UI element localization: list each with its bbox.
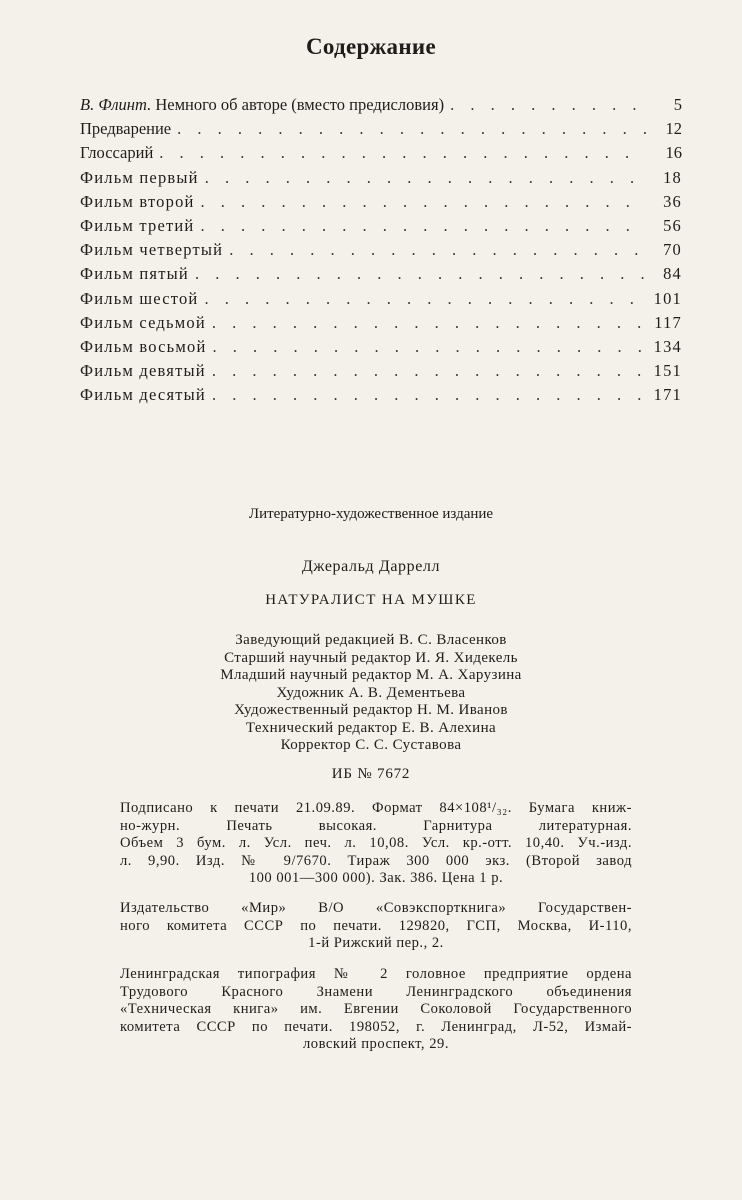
toc-entry — [80, 216, 682, 240]
book-title: НАТУРАЛИСТ НА МУШКЕ — [265, 592, 477, 608]
toc-entry-title: Фильм шестой — [80, 288, 199, 308]
edition-type: Литературно-художественное издание — [248, 506, 494, 522]
toc-entry-title: Фильм пятый — [80, 264, 189, 284]
toc-entry-title: В. Флинт. Немного об авторе (вместо предисловия) — [80, 95, 445, 114]
toc-entry — [80, 289, 682, 313]
toc-entry-title: Фильм девятый — [80, 361, 206, 381]
printery-line: Ленинградская типография № 2 головное предприятие ордена — [120, 966, 632, 982]
book-author: Джеральд Даррелл — [301, 558, 441, 575]
toc-entry — [80, 168, 682, 192]
toc-page-number: 56 — [663, 215, 682, 235]
publisher-line: Издательство «Мир» В/О «Совэкспорткнига» Государствен- — [120, 900, 632, 916]
dot-leader — [177, 119, 646, 139]
toc-page-number: 101 — [653, 288, 682, 308]
publisher-line: 1-й Рижский пер., 2. — [308, 935, 444, 952]
toc-page-number: 151 — [653, 361, 682, 381]
toc-entry-title: Фильм первый — [80, 167, 199, 187]
toc-entry-title: Глоссарий — [80, 143, 154, 163]
dot-leader — [195, 264, 646, 284]
toc-entry — [80, 337, 682, 361]
table-of-contents — [80, 95, 682, 409]
dot-leader — [159, 143, 646, 163]
toc-page-number: 36 — [663, 191, 682, 211]
toc-page-number: 5 — [673, 95, 682, 114]
dot-leader — [204, 289, 646, 309]
toc-entry-title: Фильм третий — [80, 215, 195, 235]
dot-leader — [450, 95, 646, 115]
toc-entry-title: Фильм четвертый — [80, 240, 224, 260]
print-info-line: но-журн. Печать высокая. Гарнитура литературная. — [120, 817, 632, 834]
print-info-line: л. 9,90. Изд. № 9/7670. Тираж 300 000 экз. (Второй завод — [120, 852, 632, 869]
toc-entry-title: Предварение — [80, 119, 172, 139]
print-info-line: Подписано к печати 21.09.89. Формат 84×108¹/₃₂. Бумага книж- — [120, 800, 632, 816]
dot-leader — [212, 361, 646, 381]
printery-line: ловский проспект, 29. — [303, 1036, 449, 1053]
toc-entry — [80, 240, 682, 264]
toc-entry — [80, 192, 682, 216]
toc-page-number: 16 — [665, 143, 682, 163]
credit-line: Старший научный редактор И. Я. Хидекель — [224, 649, 518, 666]
toc-page-number: 84 — [663, 264, 682, 284]
print-info-line: Объем 3 бум. л. Усл. печ. л. 10,08. Усл. кр.-отт. 10,40. Уч.-изд. — [120, 835, 632, 852]
toc-page-number: 70 — [663, 240, 682, 260]
toc-page-number: 117 — [654, 312, 682, 332]
toc-entry-title: Фильм седьмой — [80, 312, 206, 332]
dot-leader — [229, 240, 646, 260]
publisher-line: ного комитета СССР по печати. 129820, ГСП, Москва, И-110, — [120, 917, 632, 934]
dot-leader — [200, 216, 646, 236]
dot-leader — [212, 313, 646, 333]
print-info — [120, 800, 632, 888]
toc-page-number: 171 — [653, 385, 682, 405]
toc-entry-author: В. Флинт. — [80, 95, 152, 114]
toc-page-number: 12 — [665, 119, 682, 139]
credit-line: Художественный редактор Н. М. Иванов — [234, 702, 508, 718]
credit-line: Технический редактор Е. В. Алехина — [245, 719, 497, 736]
toc-title: Содержание — [306, 34, 436, 59]
credit-line: Художник А. В. Дементьева — [276, 684, 466, 701]
toc-entry — [80, 95, 682, 119]
credit-line: Младший научный редактор М. А. Харузина — [220, 667, 522, 683]
dot-leader — [213, 337, 647, 357]
dot-leader — [205, 168, 646, 188]
toc-entry-title: Фильм десятый — [80, 385, 206, 405]
credits-list — [0, 632, 742, 755]
toc-entry-title: Фильм восьмой — [80, 336, 207, 356]
dot-leader — [212, 385, 646, 405]
printery-line: «Техническая книга» им. Евгении Соколовой Государственного — [120, 1001, 632, 1018]
toc-entry — [80, 264, 682, 288]
toc-page-number: 18 — [663, 167, 682, 187]
credit-line: Заведующий редакцией В. С. Власенков — [235, 632, 507, 648]
dot-leader — [201, 192, 646, 212]
printery-line: Трудового Красного Знамени Ленинградского объединения — [120, 983, 632, 1000]
toc-entry — [80, 119, 682, 143]
toc-entry — [80, 361, 682, 385]
toc-entry-title: Фильм второй — [80, 191, 195, 211]
printery-line: комитета СССР по печати. 198052, г. Ленинград, Л-52, Измай- — [120, 1018, 632, 1035]
print-info-line: 100 001—300 000). Зак. 386. Цена 1 р. — [248, 870, 504, 887]
credit-line: Корректор С. С. Суставова — [280, 737, 462, 753]
toc-entry — [80, 385, 682, 409]
printery-info — [120, 966, 632, 1054]
toc-entry — [80, 143, 682, 167]
publisher-info — [120, 900, 632, 953]
toc-entry — [80, 313, 682, 337]
ib-number: ИБ № 7672 — [331, 766, 411, 782]
toc-page-number: 134 — [653, 336, 682, 356]
